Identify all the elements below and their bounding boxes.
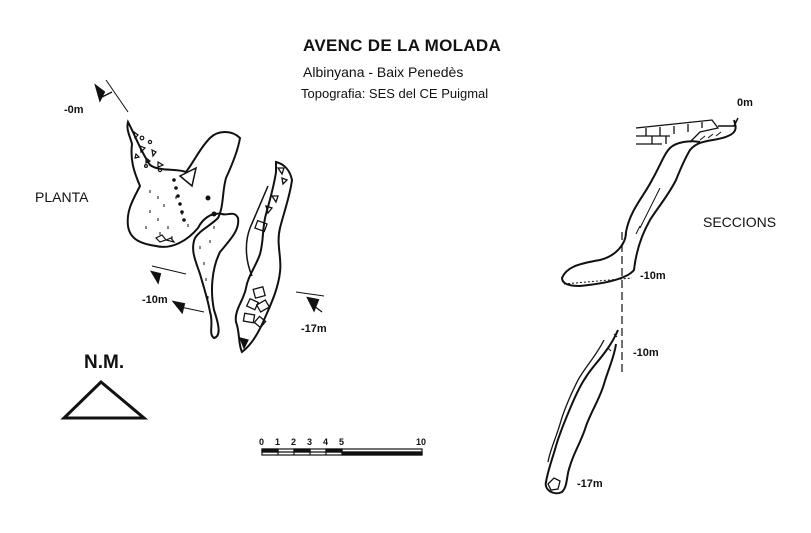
section-depth-10a: -10m	[640, 270, 666, 282]
plan-entrance-marker	[96, 80, 128, 112]
survey-credit: Topografia: SES del CE Puigmal	[301, 86, 489, 101]
north-triangle-icon	[64, 382, 144, 418]
plan-label: PLANTA	[35, 189, 89, 205]
scale-tick-0: 0	[259, 437, 265, 447]
section-surface	[636, 118, 738, 144]
scale-tick-3: 3	[307, 437, 313, 447]
scale-tick-10: 10	[416, 437, 427, 447]
scale-tick-2: 2	[291, 437, 297, 447]
section-depth-17: -17m	[577, 478, 603, 490]
page-title: AVENC DE LA MOLADA	[303, 36, 502, 55]
section-depth-10b: -10m	[633, 347, 659, 359]
section-upper	[562, 120, 736, 286]
plan-section-marker-17	[296, 292, 324, 312]
section-depth-0: 0m	[737, 97, 753, 109]
section-lower-rock	[548, 478, 560, 490]
scale-tick-1: 1	[275, 437, 281, 447]
scale-bar	[262, 449, 422, 455]
sections-label: SECCIONS	[703, 214, 777, 230]
north-label: N.M.	[84, 352, 125, 373]
plan-depth-10: -10m	[142, 294, 168, 306]
scale-tick-4: 4	[323, 437, 329, 447]
sections-view	[546, 118, 738, 493]
plan-rubble	[134, 132, 163, 172]
scale-tick-5: 5	[339, 437, 345, 447]
plan-depth-17: -17m	[301, 323, 327, 335]
plan-stipple	[146, 190, 214, 299]
plan-depth-0: -0m	[64, 104, 84, 116]
section-lower	[546, 330, 618, 493]
location-subtitle: Albinyana - Baix Penedès	[303, 64, 464, 80]
plan-view	[96, 80, 324, 352]
